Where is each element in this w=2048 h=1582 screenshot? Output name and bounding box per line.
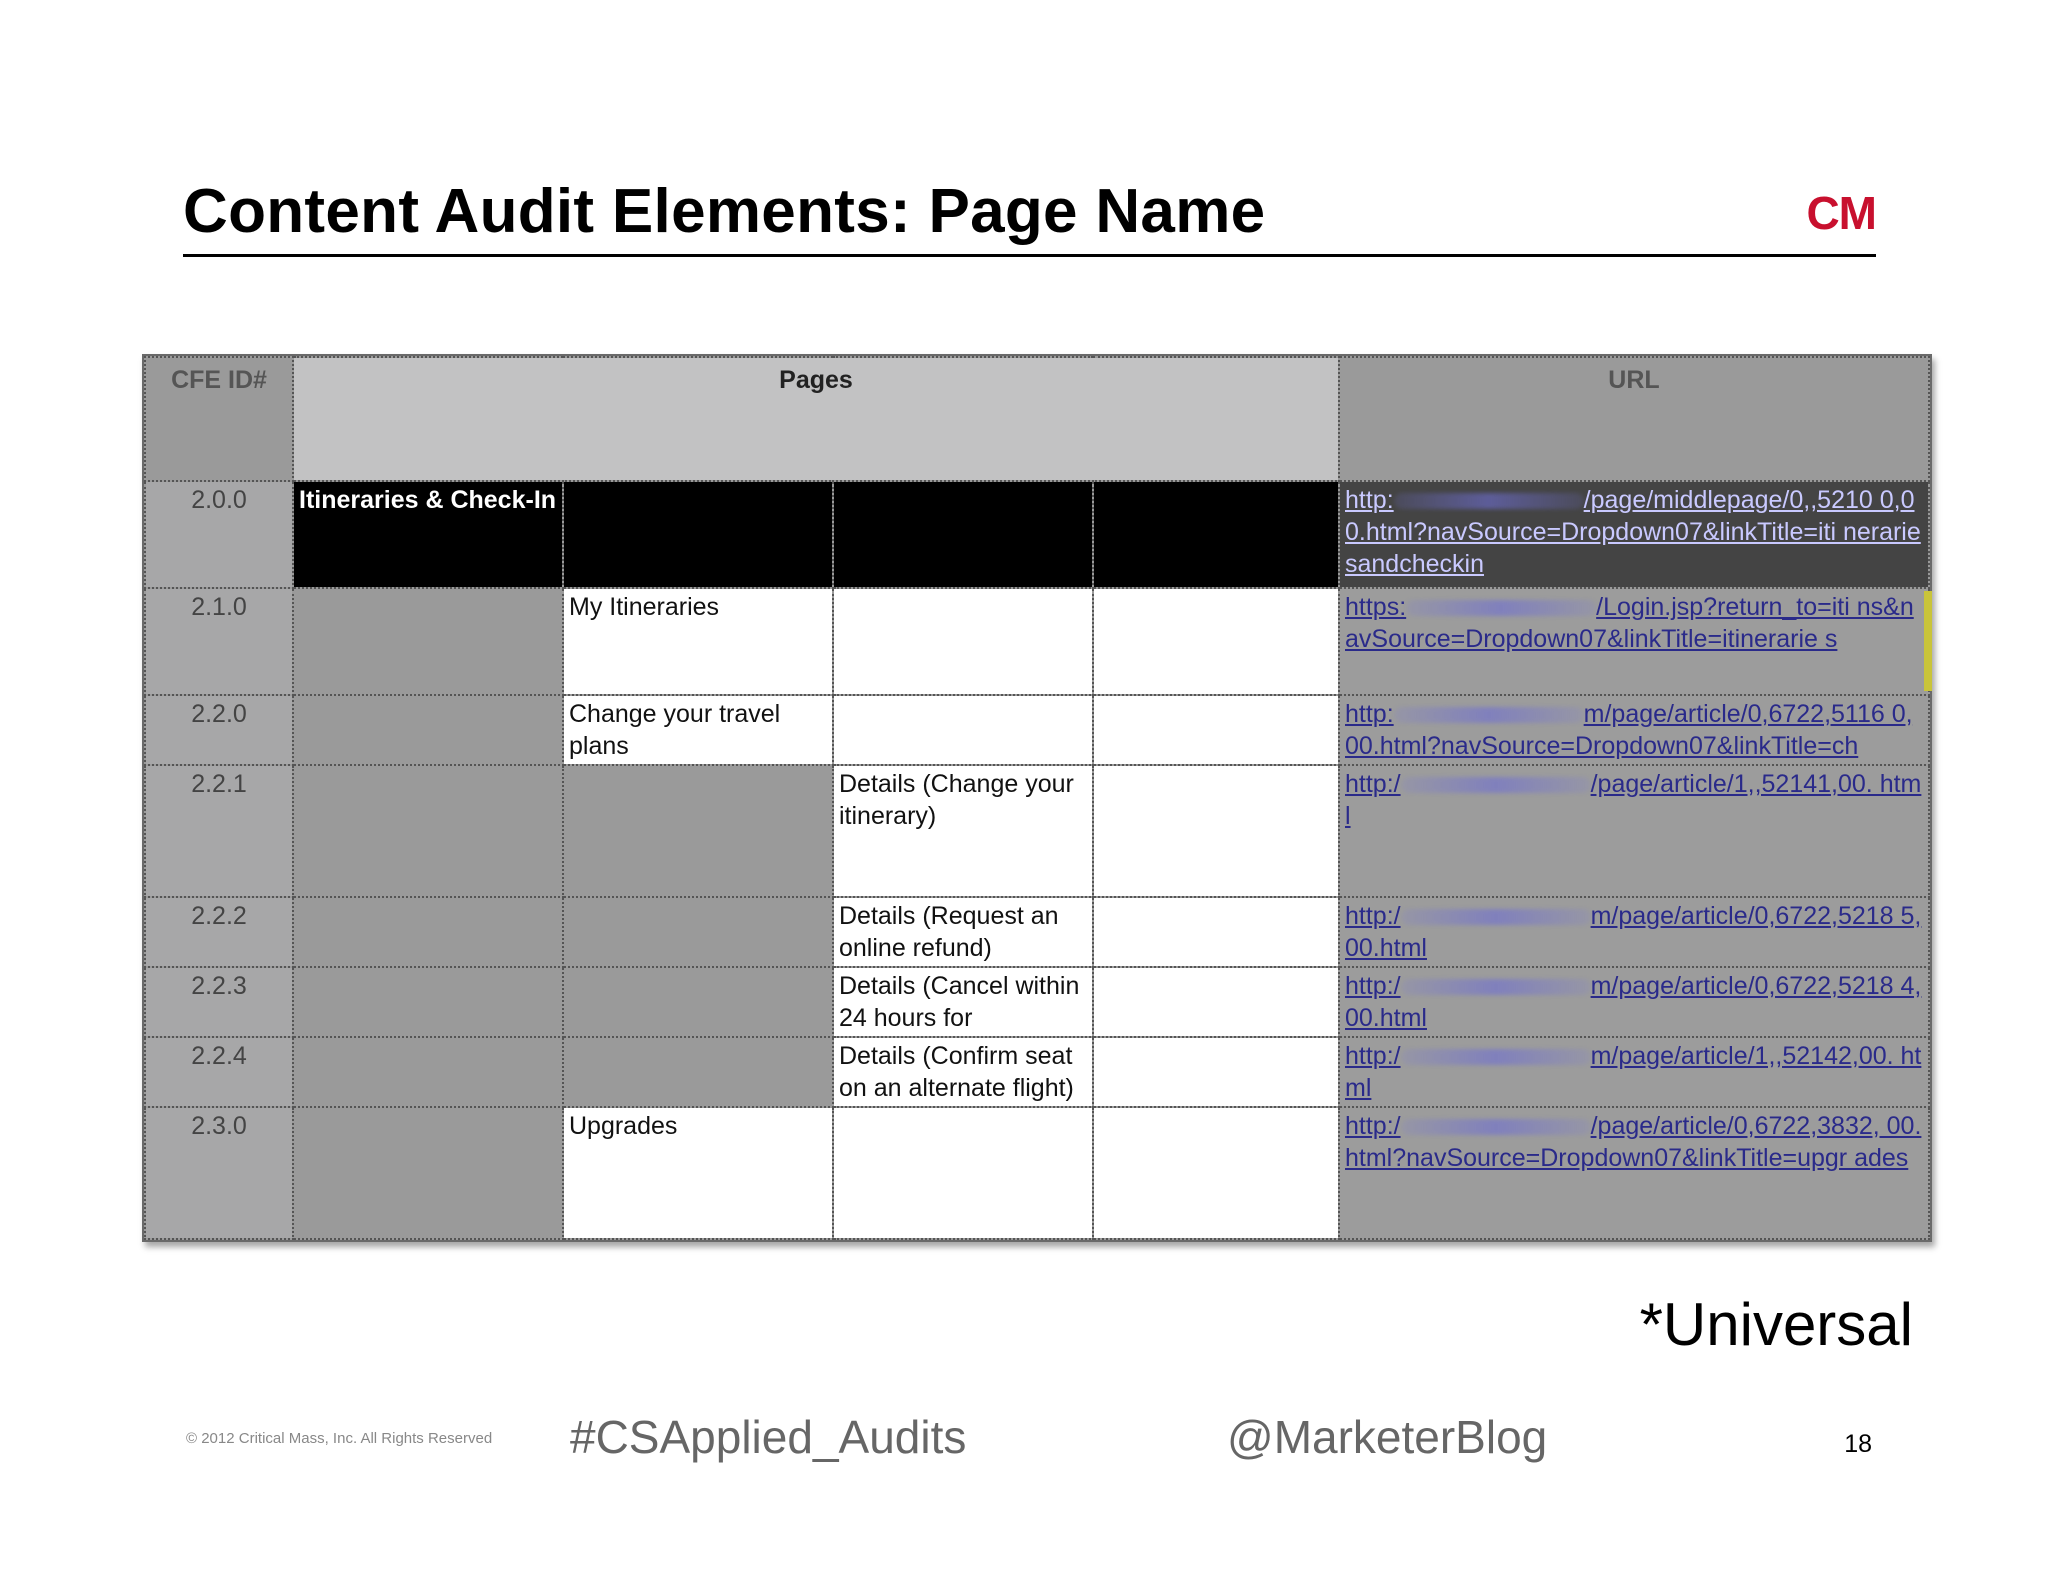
page-level-3: [833, 481, 1093, 588]
page-level-3: [833, 695, 1093, 765]
header-row: [145, 357, 1929, 481]
redacted-domain: [1394, 493, 1584, 509]
page-level-4: [1093, 1037, 1339, 1107]
redacted-domain: [1401, 777, 1591, 793]
page-level-4: [1093, 695, 1339, 765]
row-url[interactable]: [1339, 1037, 1929, 1107]
row-id: 2.2.4: [145, 1037, 293, 1107]
page-level-3: Details (Cancel within 24 hours for: [833, 967, 1093, 1037]
title-divider: [183, 254, 1876, 257]
page-level-1: [293, 588, 563, 695]
page-level-2: [563, 897, 833, 967]
url-path: m/page/article/1,,52142,00. html: [1345, 1042, 1922, 1102]
url-path: m/page/article/0,6722,5116 0,00.html?navSource=Dropdown07&linkTitle=ch: [1345, 700, 1913, 760]
content-audit-table: [144, 356, 1930, 1240]
url-prefix: http:: [1345, 700, 1394, 728]
row-id: 2.3.0: [145, 1107, 293, 1239]
page-level-1: Itineraries & Check-In: [293, 481, 563, 588]
page-level-3: Details (Change your itinerary): [833, 765, 1093, 897]
row-url[interactable]: [1339, 765, 1929, 897]
redacted-domain: [1401, 909, 1591, 925]
row-id: 2.1.0: [145, 588, 293, 695]
row-id: 2.2.1: [145, 765, 293, 897]
footer-copyright: © 2012 Critical Mass, Inc. All Rights Reserved: [186, 1430, 493, 1447]
url-prefix: https:: [1345, 593, 1407, 621]
table-row: [145, 481, 1929, 588]
table-row: [145, 588, 1929, 695]
row-url[interactable]: [1339, 695, 1929, 765]
slide-title: Content Audit Elements: Page Name: [183, 177, 1266, 246]
page-level-2: [563, 1037, 833, 1107]
page-level-1: [293, 1037, 563, 1107]
header-pages: Pages: [293, 357, 1339, 481]
row-highlight-marker: [1924, 591, 1932, 691]
redacted-domain: [1406, 600, 1596, 616]
page-level-3: [833, 1107, 1093, 1239]
row-id: 2.2.0: [145, 695, 293, 765]
footer-twitter-handle: @MarketerBlog: [1227, 1411, 1548, 1463]
row-url[interactable]: [1339, 897, 1929, 967]
table-row: [145, 967, 1929, 1037]
url-path: m/page/article/0,6722,5218 5,00.html: [1345, 902, 1922, 962]
row-id: 2.0.0: [145, 481, 293, 588]
redacted-domain: [1401, 1049, 1591, 1065]
header-url: URL: [1339, 357, 1929, 481]
url-path: /page/middlepage/0,,5210 0,00.html?navSource=Dropdown07&linkTitle=iti nerariesandcheckin: [1345, 486, 1921, 578]
url-path: /page/article/1,,52141,00. html: [1345, 770, 1922, 830]
page-level-4: [1093, 897, 1339, 967]
page-level-4: [1093, 588, 1339, 695]
page-level-1: [293, 765, 563, 897]
url-prefix: http:/: [1345, 902, 1401, 930]
page-level-2: My Itineraries: [563, 588, 833, 695]
page-level-2: Change your travel plans: [563, 695, 833, 765]
url-prefix: http:/: [1345, 1042, 1401, 1070]
spreadsheet-screenshot: [142, 354, 1932, 1242]
page-level-2: [563, 481, 833, 588]
page-level-1: [293, 1107, 563, 1239]
footer-hashtag: #CSApplied_Audits: [570, 1411, 967, 1463]
page-level-3: [833, 588, 1093, 695]
redacted-domain: [1394, 707, 1584, 723]
row-url[interactable]: [1339, 588, 1929, 695]
page-level-4: [1093, 765, 1339, 897]
row-url[interactable]: [1339, 967, 1929, 1037]
url-path: m/page/article/0,6722,5218 4,00.html: [1345, 972, 1922, 1032]
universal-note: *Universal: [1639, 1291, 1913, 1358]
page-level-1: [293, 897, 563, 967]
url-path: /Login.jsp?return_to=iti ns&navSource=Dropdown07&linkTitle=itinerarie s: [1345, 593, 1914, 653]
url-prefix: http:/: [1345, 1112, 1401, 1140]
row-id: 2.2.3: [145, 967, 293, 1037]
header-cfe-id: CFE ID#: [145, 357, 293, 481]
row-url[interactable]: [1339, 1107, 1929, 1239]
page-level-1: [293, 695, 563, 765]
url-prefix: http:/: [1345, 972, 1401, 1000]
page-number: 18: [1844, 1430, 1872, 1458]
page-level-3: Details (Confirm seat on an alternate flight): [833, 1037, 1093, 1107]
row-url[interactable]: [1339, 481, 1929, 588]
page-level-4: [1093, 1107, 1339, 1239]
page-level-2: [563, 765, 833, 897]
redacted-domain: [1401, 1119, 1591, 1135]
url-prefix: http:: [1345, 486, 1394, 514]
page-level-2: Upgrades: [563, 1107, 833, 1239]
row-id: 2.2.2: [145, 897, 293, 967]
table-row: [145, 897, 1929, 967]
critical-mass-logo: CM: [1806, 187, 1876, 239]
redacted-domain: [1401, 979, 1591, 995]
page-level-4: [1093, 967, 1339, 1037]
table-row: [145, 765, 1929, 897]
page-level-1: [293, 967, 563, 1037]
page-level-4: [1093, 481, 1339, 588]
url-prefix: http:/: [1345, 770, 1401, 798]
table-row: [145, 1107, 1929, 1239]
table-row: [145, 695, 1929, 765]
table-row: [145, 1037, 1929, 1107]
page-level-2: [563, 967, 833, 1037]
page-level-3: Details (Request an online refund): [833, 897, 1093, 967]
url-path: /page/article/0,6722,3832, 00.html?navSource=Dropdown07&linkTitle=upgr ades: [1345, 1112, 1922, 1172]
